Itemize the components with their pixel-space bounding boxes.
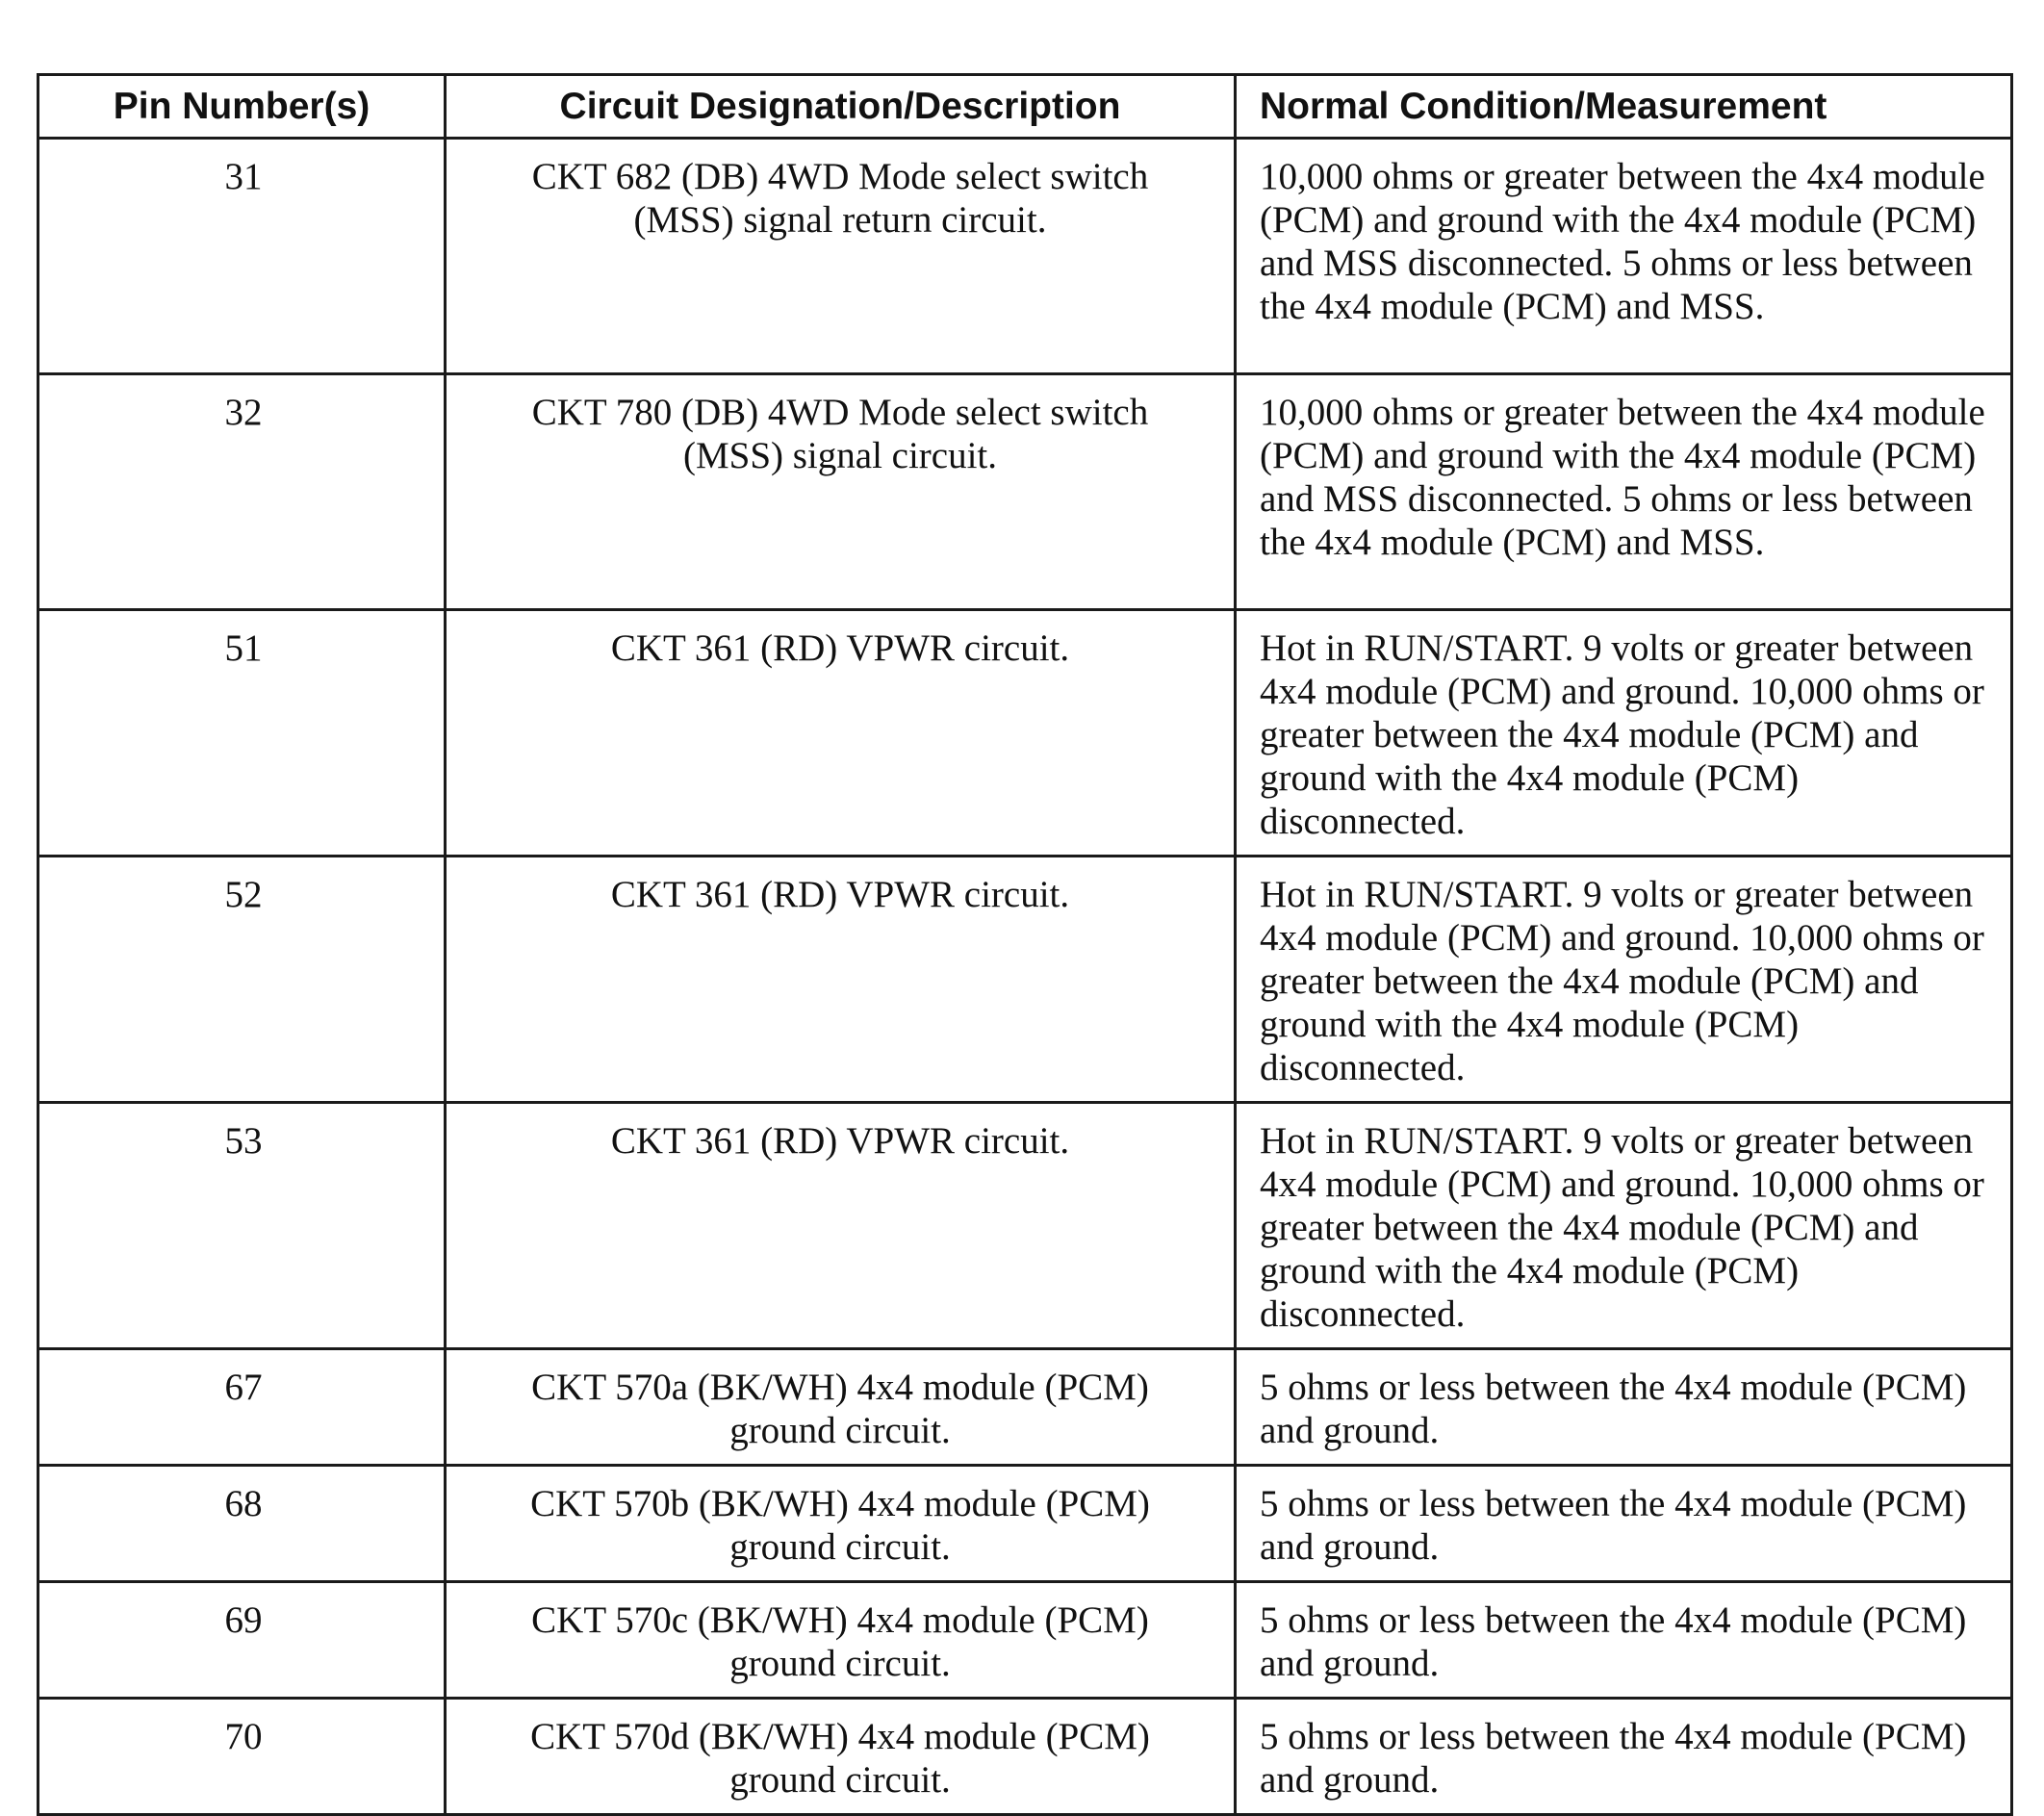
pin-number-cell: 52 <box>38 857 446 1103</box>
header-circuit-description: Circuit Designation/Description <box>446 75 1236 139</box>
pin-number-cell: 32 <box>38 374 446 610</box>
circuit-description-cell: CKT 570b (BK/WH) 4x4 module (PCM) ground circuit. <box>446 1466 1236 1582</box>
circuit-description-cell: CKT 361 (RD) VPWR circuit. <box>446 857 1236 1103</box>
table-row <box>38 139 2012 374</box>
pin-circuit-table <box>37 73 2013 1816</box>
circuit-description-cell: CKT 682 (DB) 4WD Mode select switch (MSS) signal return circuit. <box>446 139 1236 374</box>
table-row <box>38 1103 2012 1349</box>
table-row <box>38 1349 2012 1466</box>
pin-number-cell: 53 <box>38 1103 446 1349</box>
pin-number-cell: 51 <box>38 610 446 857</box>
circuit-description-cell: CKT 361 (RD) VPWR circuit. <box>446 1103 1236 1349</box>
table-row <box>38 1466 2012 1582</box>
table-row <box>38 1582 2012 1699</box>
circuit-description-cell: CKT 570c (BK/WH) 4x4 module (PCM) ground circuit. <box>446 1582 1236 1699</box>
normal-condition-cell: Hot in RUN/START. 9 volts or greater between 4x4 module (PCM) and ground. 10,000 ohms or greater between the 4x4 module (PCM) and ground with the 4x4 module (PCM) disconnected. <box>1236 610 2012 857</box>
circuit-description-cell: CKT 361 (RD) VPWR circuit. <box>446 610 1236 857</box>
table-row <box>38 1699 2012 1815</box>
pin-number-cell: 68 <box>38 1466 446 1582</box>
table-row <box>38 610 2012 857</box>
table-row <box>38 857 2012 1103</box>
pin-number-cell: 31 <box>38 139 446 374</box>
normal-condition-cell: Hot in RUN/START. 9 volts or greater between 4x4 module (PCM) and ground. 10,000 ohms or greater between the 4x4 module (PCM) and ground with the 4x4 module (PCM) disconnected. <box>1236 1103 2012 1349</box>
pin-number-cell: 69 <box>38 1582 446 1699</box>
normal-condition-cell: 5 ohms or less between the 4x4 module (PCM) and ground. <box>1236 1582 2012 1699</box>
circuit-description-cell: CKT 570d (BK/WH) 4x4 module (PCM) ground circuit. <box>446 1699 1236 1815</box>
pin-number-cell: 70 <box>38 1699 446 1815</box>
normal-condition-cell: 10,000 ohms or greater between the 4x4 module (PCM) and ground with the 4x4 module (PCM) and MSS disconnected. 5 ohms or less between the 4x4 module (PCM) and MSS. <box>1236 374 2012 610</box>
table-row <box>38 374 2012 610</box>
header-pin-numbers: Pin Number(s) <box>38 75 446 139</box>
header-normal-condition: Normal Condition/Measurement <box>1236 75 2012 139</box>
pin-number-cell: 67 <box>38 1349 446 1466</box>
normal-condition-cell: 10,000 ohms or greater between the 4x4 module (PCM) and ground with the 4x4 module (PCM) and MSS disconnected. 5 ohms or less between the 4x4 module (PCM) and MSS. <box>1236 139 2012 374</box>
table-header-row <box>38 75 2012 139</box>
normal-condition-cell: Hot in RUN/START. 9 volts or greater between 4x4 module (PCM) and ground. 10,000 ohms or greater between the 4x4 module (PCM) and ground with the 4x4 module (PCM) disconnected. <box>1236 857 2012 1103</box>
circuit-description-cell: CKT 570a (BK/WH) 4x4 module (PCM) ground circuit. <box>446 1349 1236 1466</box>
normal-condition-cell: 5 ohms or less between the 4x4 module (PCM) and ground. <box>1236 1466 2012 1582</box>
normal-condition-cell: 5 ohms or less between the 4x4 module (PCM) and ground. <box>1236 1699 2012 1815</box>
circuit-description-cell: CKT 780 (DB) 4WD Mode select switch (MSS) signal circuit. <box>446 374 1236 610</box>
normal-condition-cell: 5 ohms or less between the 4x4 module (PCM) and ground. <box>1236 1349 2012 1466</box>
